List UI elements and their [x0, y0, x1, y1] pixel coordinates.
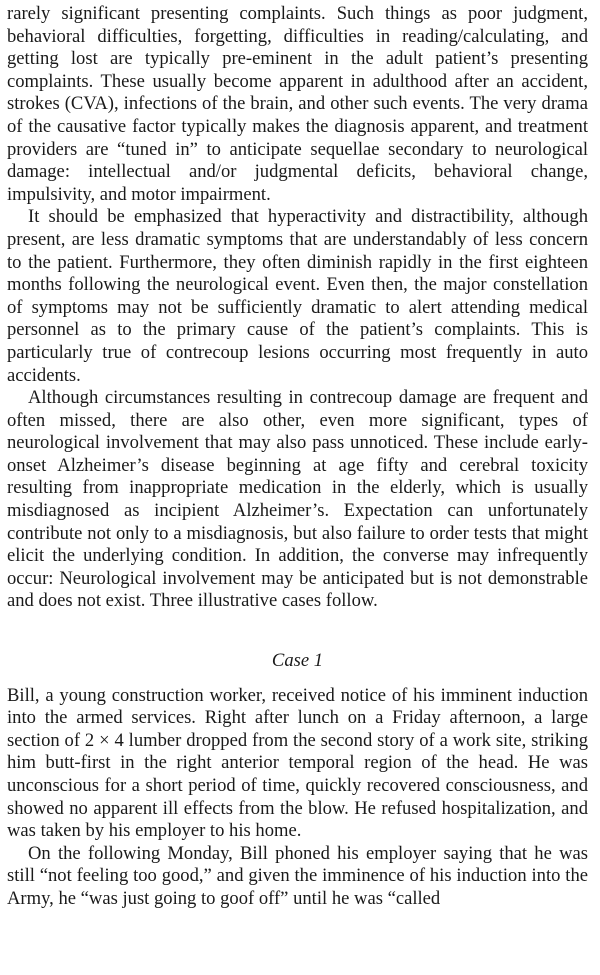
paragraph-presenting-complaints: rarely significant presenting complaints. Such things as poor judgment, behavioral difficulties, forgetting, difficulties in reading/calculating, and getting lost are typically pre-eminent in the adult patient’s presenting complaints. These usually become apparent in adulthood after an accident, strokes (CVA), infections of the brain, and other such events. The very drama of the causative factor typically makes the diagnosis apparent, and treatment providers are “tuned in” to anticipate sequellae secondary to neurological damage: intellectual and/or judgmental deficits, behavioral change, impulsivity, and motor impairment.	[7, 3, 588, 205]
paragraph-case-bill: Bill, a young construction worker, received notice of his imminent induction into the armed services. Right after lunch on a Friday afternoon, a large section of 2 × 4 lumber dropped from the second story of a work site, striking him butt-first in the right anterior temporal region of the head. He was unconscious for a short period of time, quickly recovered consciousness, and showed no apparent ill effects from the blow. He refused hospitalization, and was taken by his employer to his home.	[7, 684, 588, 842]
paragraph-contrecoup: Although circumstances resulting in contrecoup damage are frequent and often missed, there are also other, even more significant, types of neurological involvement that may also pass unnoticed. These include early-onset Alzheimer’s disease beginning at age fifty and cerebral toxicity resulting from inappropriate medication in the elderly, which is usually misdiagnosed as incipient Alzheimer’s. Expectation can unfortunately contribute not only to a misdiagnosis, but also failure to order tests that might elicit the underlying condition. In addition, the converse may infrequently occur: Neurological involvement may be anticipated but is not demonstrable and does not exist. Three illustrative cases follow.	[7, 387, 588, 612]
document-page	[7, 3, 588, 911]
paragraph-case-followup: On the following Monday, Bill phoned his employer saying that he was still “not feeling too good,” and given the imminence of his induction into the Army, he “was just going to goof off” until he was “called	[7, 842, 588, 909]
case-heading: Case 1	[271, 650, 324, 672]
paragraph-hyperactivity: It should be emphasized that hyperactivity and distractibility, although present, are less dramatic symptoms that are understandably of less concern to the patient. Furthermore, they often diminish rapidly in the first eighteen months following the neurological event. Even then, the major constellation of symptoms may not be sufficiently dramatic to alert attending medical personnel as to the primary cause of the patient’s complaints. This is particularly true of contrecoup lesions occurring most frequently in auto accidents.	[7, 206, 588, 386]
